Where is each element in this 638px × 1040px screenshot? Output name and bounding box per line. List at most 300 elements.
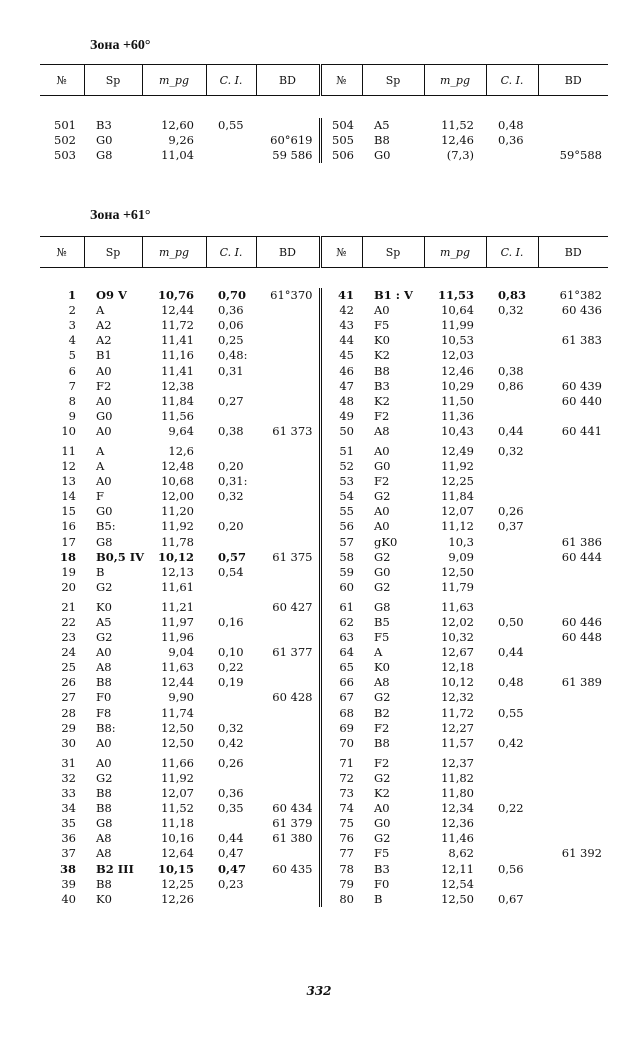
cell-bd: 61 377 <box>256 645 320 660</box>
cell-sp: F0 <box>96 690 112 705</box>
cell-sp: G2 <box>374 489 391 504</box>
cell-bd <box>256 580 320 595</box>
cell-sp: A0 <box>374 303 390 318</box>
cell-sp: A8 <box>96 831 112 846</box>
cell-n: 6 <box>68 363 76 378</box>
cell-n: 62 <box>339 615 354 630</box>
cell-m: 11,41 <box>161 333 194 348</box>
cell-ci <box>486 721 538 736</box>
cell-bd: 59 586 <box>256 148 320 163</box>
cell-n: 64 <box>339 645 354 660</box>
cell-sp: F2 <box>374 408 390 423</box>
cell-sp: B8 <box>96 801 112 816</box>
cell-n: 68 <box>339 705 354 720</box>
cell-ci: 0,32 <box>218 489 244 504</box>
cell-bd <box>256 318 320 333</box>
cell-n: 78 <box>339 861 354 876</box>
cell-ci <box>486 489 538 504</box>
cell-bd <box>538 133 608 148</box>
cell-sp: B8 <box>374 133 390 148</box>
cell-ci: 0,83 <box>498 288 527 303</box>
cell-sp: K0 <box>96 891 112 906</box>
cell-ci <box>486 690 538 705</box>
cell-bd: 59°588 <box>559 148 602 163</box>
cell-n: 53 <box>339 474 354 489</box>
cell-m: 11,46 <box>441 831 474 846</box>
cell-n: 506 <box>332 148 354 163</box>
cell-ci <box>206 706 256 721</box>
cell-sp: G0 <box>96 504 113 519</box>
cell-n: 5 <box>68 348 76 363</box>
table-row <box>40 133 608 148</box>
cell-sp: G2 <box>374 690 391 705</box>
cell-ci <box>486 600 538 615</box>
cell-sp: B2 <box>374 705 390 720</box>
cell-sp: O9 V <box>96 288 127 303</box>
cell-sp: A0 <box>96 474 112 489</box>
cell-sp: F8 <box>96 705 112 720</box>
cell-sp: A0 <box>96 735 112 750</box>
cell-m: 11,82 <box>441 770 474 785</box>
cell-m: 12,34 <box>441 801 474 816</box>
cell-m: 12,6 <box>168 443 194 458</box>
cell-ci <box>486 394 538 409</box>
table-row <box>40 846 608 861</box>
cell-m: 11,56 <box>161 408 194 423</box>
cell-ci <box>486 660 538 675</box>
column-header: m_pg <box>142 65 206 96</box>
cell-ci: 0,26 <box>498 504 524 519</box>
cell-bd <box>538 756 608 771</box>
cell-bd <box>256 379 320 394</box>
cell-bd <box>538 519 608 534</box>
cell-n: 10 <box>61 423 76 438</box>
cell-bd: 60 441 <box>561 423 602 438</box>
cell-sp: B1 <box>96 348 112 363</box>
cell-ci <box>486 550 538 565</box>
cell-n: 3 <box>68 318 76 333</box>
cell-ci <box>486 459 538 474</box>
cell-bd <box>538 660 608 675</box>
cell-m: 10,3 <box>448 534 474 549</box>
table-row <box>40 459 608 474</box>
cell-ci <box>486 318 538 333</box>
cell-m: 11,57 <box>441 735 474 750</box>
cell-sp: A0 <box>96 755 112 770</box>
cell-ci <box>486 831 538 846</box>
cell-sp: G0 <box>96 133 113 148</box>
cell-n: 46 <box>339 363 354 378</box>
cell-m: 11,92 <box>441 459 474 474</box>
cell-m: 12,48 <box>161 459 194 474</box>
cell-ci: 0,38 <box>218 423 244 438</box>
cell-n: 33 <box>61 786 76 801</box>
cell-m: 11,63 <box>161 660 194 675</box>
cell-bd <box>538 474 608 489</box>
cell-n: 56 <box>339 519 354 534</box>
cell-sp: A5 <box>374 118 390 133</box>
cell-bd: 60 427 <box>256 600 320 615</box>
cell-ci: 0,48 <box>498 675 524 690</box>
cell-m: 12,60 <box>161 118 194 133</box>
cell-n: 57 <box>339 534 354 549</box>
cell-sp: K2 <box>374 348 390 363</box>
cell-m: 10,12 <box>441 675 474 690</box>
cell-sp: B0,5 IV <box>96 549 145 564</box>
table-row <box>40 118 608 133</box>
column-header: C. I. <box>486 65 538 96</box>
table-row <box>40 409 608 424</box>
cell-ci <box>486 786 538 801</box>
cell-ci <box>206 148 256 163</box>
cell-sp: B8 <box>374 735 390 750</box>
table-row <box>40 721 608 736</box>
cell-n: 43 <box>339 318 354 333</box>
cell-n: 505 <box>332 133 354 148</box>
cell-ci: 0,10 <box>218 645 244 660</box>
cell-n: 55 <box>339 504 354 519</box>
cell-bd <box>256 348 320 363</box>
cell-ci: 0,48 <box>498 118 524 133</box>
cell-sp: F2 <box>374 720 390 735</box>
cell-bd <box>538 318 608 333</box>
cell-bd <box>538 877 608 892</box>
cell-sp: F2 <box>374 474 390 489</box>
cell-ci <box>206 892 256 907</box>
cell-sp: G8 <box>96 534 113 549</box>
cell-sp: A <box>96 443 105 458</box>
cell-sp: A0 <box>96 423 112 438</box>
cell-sp: B <box>374 891 383 906</box>
cell-n: 11 <box>61 443 76 458</box>
cell-n: 40 <box>61 891 76 906</box>
column-header: BD <box>256 65 320 96</box>
cell-sp: A0 <box>374 443 390 458</box>
cell-ci: 0,31: <box>218 474 248 489</box>
cell-m: 11,04 <box>161 148 194 163</box>
cell-n: 20 <box>61 579 76 594</box>
cell-n: 25 <box>61 660 76 675</box>
column-header: C. I. <box>486 237 538 268</box>
cell-sp: K0 <box>374 660 390 675</box>
table-row <box>40 394 608 409</box>
cell-m: 11,41 <box>161 363 194 378</box>
cell-m: 10,64 <box>441 303 474 318</box>
cell-n: 14 <box>61 489 76 504</box>
cell-sp: B8 <box>96 675 112 690</box>
cell-ci: 0,36 <box>498 133 524 148</box>
cell-sp: B8 <box>96 786 112 801</box>
cell-n: 28 <box>61 705 76 720</box>
cell-bd <box>256 736 320 751</box>
cell-bd <box>256 474 320 489</box>
zone-61-table <box>40 236 608 907</box>
cell-m: 12,07 <box>161 786 194 801</box>
table-row <box>40 771 608 786</box>
table-row <box>40 288 608 303</box>
cell-sp: A0 <box>374 504 390 519</box>
cell-m: 8,62 <box>448 846 474 861</box>
cell-n: 13 <box>61 474 76 489</box>
cell-sp: G8 <box>96 816 113 831</box>
cell-bd <box>538 771 608 786</box>
column-header: № <box>320 65 362 96</box>
cell-bd <box>256 333 320 348</box>
cell-bd <box>256 504 320 519</box>
cell-sp: B5: <box>96 519 116 534</box>
cell-n: 54 <box>339 489 354 504</box>
cell-ci <box>206 133 256 148</box>
cell-n: 4 <box>68 333 76 348</box>
cell-m: 11,50 <box>441 393 474 408</box>
cell-sp: K0 <box>374 333 390 348</box>
column-header: Sp <box>362 65 424 96</box>
cell-m: 12,02 <box>441 615 474 630</box>
cell-sp: A2 <box>96 318 112 333</box>
cell-ci <box>486 535 538 550</box>
cell-n: 1 <box>67 288 76 303</box>
cell-sp: A <box>96 303 105 318</box>
cell-ci: 0,48: <box>218 348 248 363</box>
cell-sp: B2 III <box>96 861 134 876</box>
cell-m: 12,54 <box>441 876 474 891</box>
cell-bd <box>256 118 320 133</box>
cell-m: 11,79 <box>441 579 474 594</box>
cell-ci: 0,55 <box>218 118 244 133</box>
cell-ci: 0,44 <box>498 645 524 660</box>
table-row <box>40 816 608 831</box>
table-row <box>40 786 608 801</box>
table-row <box>40 645 608 660</box>
cell-bd <box>538 816 608 831</box>
cell-m: 11,96 <box>161 630 194 645</box>
cell-sp: F5 <box>374 630 390 645</box>
cell-n: 44 <box>339 333 354 348</box>
cell-n: 23 <box>61 630 76 645</box>
table-row <box>40 504 608 519</box>
cell-m: 12,07 <box>441 504 474 519</box>
cell-bd <box>256 675 320 690</box>
cell-ci <box>206 630 256 645</box>
cell-bd <box>538 118 608 133</box>
cell-bd <box>256 892 320 907</box>
cell-sp: A8 <box>96 660 112 675</box>
cell-m: 12,36 <box>441 816 474 831</box>
cell-sp: F2 <box>374 755 390 770</box>
cell-ci <box>486 756 538 771</box>
cell-m: 11,84 <box>161 393 194 408</box>
cell-sp: G8 <box>96 148 113 163</box>
cell-n: 31 <box>61 755 76 770</box>
cell-n: 71 <box>339 755 354 770</box>
cell-m: 12,64 <box>161 846 194 861</box>
cell-bd <box>538 721 608 736</box>
cell-m: 11,21 <box>161 599 194 614</box>
cell-m: 9,09 <box>448 549 474 564</box>
cell-bd: 60°619 <box>256 133 320 148</box>
cell-n: 32 <box>61 770 76 785</box>
table-row <box>40 861 608 876</box>
cell-n: 74 <box>339 801 354 816</box>
column-header: № <box>40 237 84 268</box>
cell-ci <box>206 409 256 424</box>
column-header: Sp <box>362 237 424 268</box>
table-row <box>40 424 608 439</box>
cell-ci: 0,42 <box>498 735 524 750</box>
cell-ci <box>486 816 538 831</box>
cell-n: 47 <box>339 378 354 393</box>
cell-ci: 0,22 <box>218 660 244 675</box>
cell-sp: A0 <box>96 363 112 378</box>
cell-m: 12,32 <box>441 690 474 705</box>
cell-m: 12,46 <box>441 133 474 148</box>
cell-ci <box>486 409 538 424</box>
cell-n: 75 <box>339 816 354 831</box>
cell-bd <box>256 459 320 474</box>
cell-bd <box>538 690 608 705</box>
column-header: m_pg <box>424 65 486 96</box>
cell-sp: A0 <box>96 645 112 660</box>
cell-sp: G0 <box>374 816 391 831</box>
cell-ci: 0,55 <box>498 705 524 720</box>
cell-bd: 61 389 <box>561 675 602 690</box>
cell-m: 12,44 <box>161 303 194 318</box>
cell-m: 12,03 <box>441 348 474 363</box>
cell-ci: 0,37 <box>498 519 524 534</box>
zone-61-title: Зона +61° <box>90 208 151 223</box>
cell-bd: 61 383 <box>561 333 602 348</box>
cell-m: 9,90 <box>168 690 194 705</box>
cell-ci: 0,35 <box>218 801 244 816</box>
cell-bd <box>256 706 320 721</box>
cell-sp: A <box>96 459 105 474</box>
cell-bd <box>256 877 320 892</box>
cell-bd <box>538 504 608 519</box>
cell-sp: F5 <box>374 846 390 861</box>
cell-sp: A8 <box>96 846 112 861</box>
cell-bd: 60 434 <box>256 801 320 816</box>
cell-m: 12,13 <box>161 564 194 579</box>
cell-sp: G0 <box>96 408 113 423</box>
cell-ci: 0,31 <box>218 363 244 378</box>
cell-bd: 61°370 <box>256 288 320 303</box>
cell-n: 7 <box>68 378 76 393</box>
cell-m: 12,67 <box>441 645 474 660</box>
page-number: 332 <box>306 984 332 998</box>
cell-m: 11,18 <box>161 816 194 831</box>
cell-sp: A2 <box>96 333 112 348</box>
cell-m: 12,49 <box>441 443 474 458</box>
cell-ci: 0,32 <box>498 303 524 318</box>
cell-n: 29 <box>61 720 76 735</box>
cell-m: 11,63 <box>441 599 474 614</box>
cell-n: 17 <box>61 534 76 549</box>
cell-bd: 61 373 <box>256 424 320 439</box>
cell-sp: G2 <box>374 579 391 594</box>
cell-ci <box>486 580 538 595</box>
cell-bd: 61°382 <box>559 288 602 303</box>
cell-bd <box>538 831 608 846</box>
cell-n: 37 <box>61 846 76 861</box>
column-header: m_pg <box>424 237 486 268</box>
cell-sp: A8 <box>374 423 390 438</box>
cell-sp: K2 <box>374 786 390 801</box>
cell-bd <box>538 861 608 876</box>
cell-ci: 0,36 <box>218 303 244 318</box>
cell-bd: 60 436 <box>561 303 602 318</box>
cell-sp: G2 <box>96 579 113 594</box>
cell-n: 42 <box>339 303 354 318</box>
cell-n: 41 <box>337 288 354 303</box>
cell-n: 59 <box>339 564 354 579</box>
cell-bd: 61 375 <box>256 550 320 565</box>
cell-ci: 0,20 <box>218 519 244 534</box>
cell-m: 11,92 <box>161 770 194 785</box>
cell-m: 10,12 <box>157 549 194 564</box>
table-row <box>40 489 608 504</box>
table-row <box>40 474 608 489</box>
cell-sp: F5 <box>374 318 390 333</box>
cell-sp: B8 <box>96 876 112 891</box>
cell-bd <box>538 736 608 751</box>
cell-bd: 60 435 <box>256 861 320 876</box>
cell-bd: 60 444 <box>561 549 602 564</box>
cell-n: 65 <box>339 660 354 675</box>
cell-n: 69 <box>339 720 354 735</box>
table-row <box>40 877 608 892</box>
cell-ci: 0,22 <box>498 801 524 816</box>
cell-m: 9,64 <box>168 423 194 438</box>
cell-bd <box>538 580 608 595</box>
cell-bd <box>538 409 608 424</box>
cell-bd <box>256 444 320 459</box>
cell-n: 52 <box>339 459 354 474</box>
cell-n: 49 <box>339 408 354 423</box>
table-row <box>40 318 608 333</box>
table-row <box>40 706 608 721</box>
cell-sp: gK0 <box>374 534 398 549</box>
cell-sp: B <box>96 564 105 579</box>
cell-m: 11,16 <box>161 348 194 363</box>
cell-m: 11,78 <box>161 534 194 549</box>
cell-m: 9,04 <box>168 645 194 660</box>
cell-ci: 0,36 <box>218 786 244 801</box>
cell-n: 67 <box>339 690 354 705</box>
header-row <box>40 237 608 268</box>
zone-60-title: Зона +60° <box>90 38 151 53</box>
cell-m: 12,27 <box>441 720 474 735</box>
cell-bd: 60 439 <box>561 378 602 393</box>
cell-bd <box>538 600 608 615</box>
cell-bd <box>256 615 320 630</box>
cell-ci: 0,47 <box>218 846 244 861</box>
cell-bd <box>256 756 320 771</box>
cell-ci: 0,54 <box>218 564 244 579</box>
cell-ci <box>486 148 538 163</box>
cell-ci <box>486 877 538 892</box>
cell-bd: 61 380 <box>256 831 320 846</box>
cell-ci <box>486 474 538 489</box>
cell-sp: B3 <box>374 861 390 876</box>
cell-ci <box>206 379 256 394</box>
cell-bd <box>538 348 608 363</box>
cell-sp: A0 <box>96 393 112 408</box>
cell-n: 19 <box>61 564 76 579</box>
table-row <box>40 580 608 595</box>
cell-ci <box>206 580 256 595</box>
cell-m: 11,52 <box>161 801 194 816</box>
table-row <box>40 736 608 751</box>
